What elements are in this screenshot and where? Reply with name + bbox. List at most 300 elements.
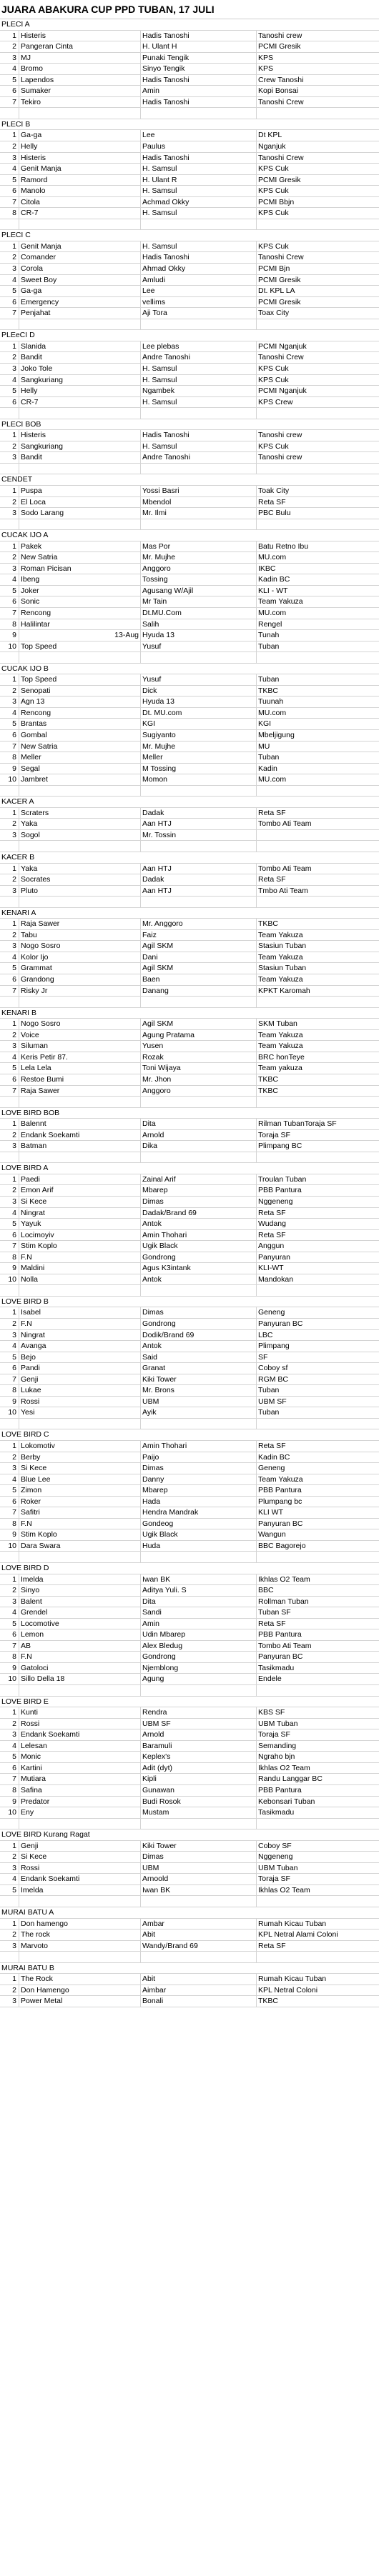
bird-name-cell: Power Metal bbox=[19, 1996, 141, 2007]
result-row bbox=[0, 241, 379, 253]
empty-cell bbox=[0, 1285, 19, 1296]
bird-name-cell: The rock bbox=[19, 1929, 141, 1940]
bird-name-cell: Top Speed bbox=[19, 641, 141, 652]
owner-cell: Yusen bbox=[141, 1041, 257, 1052]
category-title: KENARI A bbox=[1, 908, 36, 917]
owner-cell: Hadis Tanoshi bbox=[141, 75, 257, 86]
team-cell: UBM Tuban bbox=[258, 1719, 298, 1728]
bird-name-cell: El Loca bbox=[19, 497, 141, 508]
owner-cell: Anggoro bbox=[141, 1086, 257, 1097]
owner-cell: Dani bbox=[141, 952, 257, 963]
owner-cell: Mr. Jhon bbox=[141, 1074, 257, 1085]
rank-cell: 3 bbox=[0, 508, 19, 519]
rank-cell: 5 bbox=[0, 1752, 19, 1762]
result-row bbox=[0, 1852, 379, 1863]
spacer-row bbox=[0, 1685, 379, 1697]
empty-cell bbox=[0, 1952, 19, 1962]
result-row bbox=[0, 1663, 379, 1674]
bird-name-cell: Helly bbox=[19, 386, 141, 396]
team-cell: Randu Langgar BC bbox=[258, 1774, 323, 1784]
rank-cell: 6 bbox=[0, 1363, 19, 1374]
empty-cell bbox=[141, 1819, 257, 1829]
rank-cell: 3 bbox=[0, 53, 19, 64]
bird-name-cell: Emon Arif bbox=[19, 1185, 141, 1196]
team-cell: Team Yakuza bbox=[258, 597, 303, 606]
bird-name-cell: Predator bbox=[19, 1797, 141, 1807]
owner-cell: Dika bbox=[141, 1141, 257, 1152]
team-cell: PCMI Gresik bbox=[258, 297, 301, 306]
empty-cell bbox=[141, 652, 257, 663]
team-cell: PBB Pantura bbox=[258, 1785, 302, 1794]
owner-cell: Lee plebas bbox=[141, 341, 257, 352]
team-cell: Tuban bbox=[258, 1408, 280, 1417]
owner-cell: Keplex's bbox=[141, 1752, 257, 1762]
empty-cell bbox=[0, 1152, 19, 1163]
result-row bbox=[0, 1707, 379, 1719]
team-cell: KPS Cuk bbox=[258, 375, 289, 384]
bird-name-cell: The Rock bbox=[19, 1974, 141, 1985]
rank-cell: 1 bbox=[0, 1119, 19, 1129]
bird-name-cell: Emergency bbox=[19, 297, 141, 308]
rank-cell: 8 bbox=[0, 208, 19, 219]
owner-cell: Hyuda 13 bbox=[141, 697, 257, 707]
team-cell: Plimpang bbox=[258, 1342, 290, 1351]
category-header bbox=[0, 419, 379, 431]
category-header bbox=[0, 530, 379, 541]
result-row bbox=[0, 1197, 379, 1208]
bird-name-cell: Ga-ga bbox=[19, 286, 141, 296]
category-title: KENARI B bbox=[1, 1008, 37, 1017]
rank-cell: 3 bbox=[0, 1330, 19, 1341]
spacer-row bbox=[0, 897, 379, 908]
result-row bbox=[0, 564, 379, 575]
result-row bbox=[0, 208, 379, 219]
owner-cell: Agung bbox=[141, 1674, 257, 1684]
rank-cell: 9 bbox=[0, 1263, 19, 1274]
rank-cell: 1 bbox=[0, 1841, 19, 1852]
result-row bbox=[0, 1274, 379, 1286]
team-cell: Tanoshi Crew bbox=[258, 153, 304, 162]
result-row bbox=[0, 64, 379, 75]
category-header bbox=[0, 797, 379, 808]
rank-cell: 2 bbox=[0, 930, 19, 941]
result-row bbox=[0, 1307, 379, 1319]
team-cell: TKBC bbox=[258, 919, 279, 929]
rank-cell: 4 bbox=[0, 1474, 19, 1485]
team-cell: KLI WT bbox=[258, 1508, 284, 1517]
empty-cell bbox=[257, 319, 379, 330]
bird-name-cell: Ningrat bbox=[19, 1330, 141, 1341]
owner-cell: Aan HTJ bbox=[141, 864, 257, 874]
empty-cell bbox=[141, 1896, 257, 1907]
result-row bbox=[0, 1341, 379, 1352]
bird-name-cell: Ramord bbox=[19, 175, 141, 186]
bird-name-cell: Endank Soekamti bbox=[19, 1130, 141, 1141]
owner-cell: vellims bbox=[141, 297, 257, 308]
owner-cell: Gondrong bbox=[141, 1252, 257, 1263]
result-row bbox=[0, 352, 379, 364]
result-row bbox=[0, 31, 379, 42]
result-row bbox=[0, 808, 379, 819]
result-row bbox=[0, 864, 379, 875]
spacer-row bbox=[0, 1285, 379, 1297]
team-cell: Team Yakuza bbox=[258, 1474, 303, 1484]
rank-cell: 5 bbox=[0, 175, 19, 186]
result-row bbox=[0, 186, 379, 197]
bird-name-cell: Nogo Sosro bbox=[19, 941, 141, 952]
team-cell: Plimpang BC bbox=[258, 1142, 302, 1151]
result-row bbox=[0, 1597, 379, 1608]
team-cell: KLI - WT bbox=[258, 586, 288, 595]
bird-name-cell: Isabel bbox=[19, 1307, 141, 1318]
rank-cell: 3 bbox=[0, 564, 19, 574]
rank-cell: 8 bbox=[0, 1385, 19, 1396]
result-row bbox=[0, 1485, 379, 1497]
empty-cell bbox=[141, 1419, 257, 1429]
team-cell: MU.com bbox=[258, 708, 287, 717]
empty-cell bbox=[0, 1819, 19, 1829]
team-cell: Tombo Ati Team bbox=[258, 864, 312, 873]
bird-name-cell: Nolla bbox=[19, 1274, 141, 1285]
team-cell: Kebonsari Tuban bbox=[258, 1797, 315, 1806]
bird-name-cell: Lelesan bbox=[19, 1741, 141, 1752]
category-title: LOVE BIRD D bbox=[1, 1564, 49, 1573]
bird-name-cell: Kunti bbox=[19, 1707, 141, 1718]
rank-cell: 2 bbox=[0, 1929, 19, 1940]
owner-cell: Dimas bbox=[141, 1852, 257, 1862]
team-cell: Tuban bbox=[258, 753, 280, 762]
result-row bbox=[0, 1330, 379, 1342]
empty-cell bbox=[141, 997, 257, 1007]
rank-cell: 2 bbox=[0, 497, 19, 508]
rank-cell: 9 bbox=[0, 630, 19, 641]
rank-cell: 5 bbox=[0, 963, 19, 974]
result-row bbox=[0, 1174, 379, 1186]
team-cell: Tuban SF bbox=[258, 1608, 291, 1617]
owner-cell: Anggoro bbox=[141, 564, 257, 574]
rank-cell: 3 bbox=[0, 1141, 19, 1152]
category-header bbox=[0, 908, 379, 919]
empty-cell bbox=[19, 1152, 141, 1163]
owner-cell: UBM SF bbox=[141, 1719, 257, 1729]
empty-cell bbox=[0, 1552, 19, 1562]
team-cell: MU.com bbox=[258, 775, 287, 784]
result-row bbox=[0, 1652, 379, 1663]
result-row bbox=[0, 1407, 379, 1419]
rank-cell: 5 bbox=[0, 586, 19, 596]
bird-name-cell: Stim Koplo bbox=[19, 1529, 141, 1540]
rank-cell: 3 bbox=[0, 452, 19, 463]
spacer-row bbox=[0, 108, 379, 119]
empty-cell bbox=[257, 997, 379, 1007]
category-header bbox=[0, 852, 379, 864]
result-row bbox=[0, 919, 379, 930]
owner-cell: Abit bbox=[141, 1929, 257, 1940]
empty-cell bbox=[141, 841, 257, 852]
owner-cell: Andre Tanoshi bbox=[141, 452, 257, 463]
team-cell: KPS Cuk bbox=[258, 164, 289, 174]
bird-name-cell: Si Kece bbox=[19, 1197, 141, 1207]
result-row bbox=[0, 1863, 379, 1874]
owner-cell: Bonali bbox=[141, 1996, 257, 2007]
rank-cell: 6 bbox=[0, 1230, 19, 1241]
spacer-row bbox=[0, 219, 379, 231]
result-row bbox=[0, 252, 379, 264]
bird-name-cell: Endank Soekamti bbox=[19, 1874, 141, 1884]
bird-name-cell: Senopati bbox=[19, 686, 141, 697]
bird-name-cell: Siluman bbox=[19, 1041, 141, 1052]
empty-cell bbox=[141, 408, 257, 419]
rank-cell: 4 bbox=[0, 708, 19, 719]
result-row bbox=[0, 1030, 379, 1042]
bird-name-cell: Socrates bbox=[19, 874, 141, 885]
rank-cell: 3 bbox=[0, 941, 19, 952]
team-cell: MU bbox=[258, 742, 270, 751]
rank-cell: 10 bbox=[0, 1407, 19, 1418]
category-title: PLEeCI D bbox=[1, 331, 35, 340]
rank-cell: 7 bbox=[0, 97, 19, 108]
empty-cell bbox=[19, 997, 141, 1007]
owner-cell: Rozak bbox=[141, 1052, 257, 1063]
team-cell: KPS Cuk bbox=[258, 209, 289, 218]
rank-cell: 6 bbox=[0, 1763, 19, 1774]
owner-cell: Sandi bbox=[141, 1607, 257, 1618]
team-cell: PCMI Nganjuk bbox=[258, 341, 307, 351]
team-cell: Reta SF bbox=[258, 497, 286, 506]
empty-cell bbox=[19, 1097, 141, 1107]
owner-cell: KGI bbox=[141, 719, 257, 729]
team-cell: Toax City bbox=[258, 309, 290, 318]
result-row bbox=[0, 1874, 379, 1885]
bird-name-cell: Citola bbox=[19, 197, 141, 208]
owner-cell: Danny bbox=[141, 1474, 257, 1485]
result-row bbox=[0, 1541, 379, 1552]
result-row bbox=[0, 153, 379, 164]
bird-name-cell: Lemon bbox=[19, 1629, 141, 1640]
team-cell: Rilman TubanToraja SF bbox=[258, 1119, 337, 1129]
owner-cell: Hadis Tanoshi bbox=[141, 97, 257, 108]
rank-cell: 7 bbox=[0, 308, 19, 319]
owner-cell: Gondrong bbox=[141, 1652, 257, 1662]
rank-cell: 4 bbox=[0, 1741, 19, 1752]
result-row bbox=[0, 886, 379, 897]
team-cell: PCMI Bjn bbox=[258, 264, 290, 274]
rank-cell: 4 bbox=[0, 952, 19, 963]
rank-cell: 9 bbox=[0, 764, 19, 774]
result-row bbox=[0, 1041, 379, 1052]
empty-cell bbox=[0, 519, 19, 530]
team-cell bbox=[257, 830, 379, 841]
owner-cell: Iwan BK bbox=[141, 1574, 257, 1585]
result-row bbox=[0, 308, 379, 319]
team-cell: Kadin BC bbox=[258, 575, 290, 584]
empty-cell bbox=[19, 408, 141, 419]
rank-cell: 8 bbox=[0, 752, 19, 763]
result-row bbox=[0, 1185, 379, 1197]
owner-cell: Hendra Mandrak bbox=[141, 1507, 257, 1518]
result-row bbox=[0, 974, 379, 986]
owner-cell: Baen bbox=[141, 974, 257, 985]
team-cell: Reta SF bbox=[258, 1208, 286, 1217]
owner-cell: Agil SKM bbox=[141, 1019, 257, 1029]
bird-name-cell: F.N bbox=[19, 1319, 141, 1329]
team-cell: Toak City bbox=[258, 486, 290, 495]
result-row bbox=[0, 508, 379, 519]
rank-cell: 3 bbox=[0, 364, 19, 374]
team-cell: Anggun bbox=[258, 1242, 285, 1251]
rank-cell: 10 bbox=[0, 1274, 19, 1285]
rank-cell: 3 bbox=[0, 1941, 19, 1952]
rank-cell: 3 bbox=[0, 697, 19, 707]
owner-cell: Dadak/Brand 69 bbox=[141, 1208, 257, 1219]
owner-cell: Dadak bbox=[141, 874, 257, 885]
owner-cell: H. Samsul bbox=[141, 241, 257, 252]
bird-name-cell: Dara Swara bbox=[19, 1541, 141, 1552]
owner-cell: Abit bbox=[141, 1974, 257, 1985]
owner-cell: Mr. Ilmi bbox=[141, 508, 257, 519]
rank-cell: 2 bbox=[0, 1130, 19, 1141]
rank-cell: 6 bbox=[0, 596, 19, 607]
owner-cell: Yossi Basri bbox=[141, 486, 257, 496]
bird-name-cell: Joko Tole bbox=[19, 364, 141, 374]
result-row bbox=[0, 1996, 379, 2007]
rank-cell: 7 bbox=[0, 1774, 19, 1784]
owner-cell: Mas Por bbox=[141, 541, 257, 552]
bird-name-cell: Bejo bbox=[19, 1352, 141, 1363]
rank-cell: 8 bbox=[0, 619, 19, 630]
owner-cell: Mr. Tossin bbox=[141, 830, 257, 841]
bird-name-cell: Raja Sawer bbox=[19, 919, 141, 929]
rank-cell: 7 bbox=[0, 742, 19, 752]
result-row bbox=[0, 1363, 379, 1374]
result-row bbox=[0, 619, 379, 631]
empty-cell bbox=[19, 319, 141, 330]
bird-name-cell: Jambret bbox=[19, 774, 141, 785]
team-cell: KPL Netral Coloni bbox=[258, 1985, 318, 1995]
result-row bbox=[0, 874, 379, 886]
team-cell: Panyuran BC bbox=[258, 1519, 303, 1528]
bird-name-cell: Rossi bbox=[19, 1863, 141, 1874]
bird-name-cell: Genit Manja bbox=[19, 241, 141, 252]
owner-cell: Dt. MU.com bbox=[141, 708, 257, 719]
owner-cell: Dodik/Brand 69 bbox=[141, 1330, 257, 1341]
empty-cell bbox=[141, 464, 257, 474]
owner-cell: Hadis Tanoshi bbox=[141, 153, 257, 164]
bird-name-cell: Pluto bbox=[19, 886, 141, 897]
bird-name-cell: Genji bbox=[19, 1841, 141, 1852]
result-row bbox=[0, 1208, 379, 1219]
bird-name-cell: Puspa bbox=[19, 486, 141, 496]
team-cell: Reta SF bbox=[258, 808, 286, 817]
result-row bbox=[0, 1441, 379, 1452]
rank-cell: 4 bbox=[0, 574, 19, 585]
category-header bbox=[0, 474, 379, 486]
team-cell: KPS bbox=[258, 53, 274, 62]
owner-cell: Baramuli bbox=[141, 1741, 257, 1752]
empty-cell bbox=[141, 1685, 257, 1696]
bird-name-cell: Rossi bbox=[19, 1719, 141, 1729]
empty-cell bbox=[0, 408, 19, 419]
result-row bbox=[0, 341, 379, 353]
bird-name-cell: Paedi bbox=[19, 1174, 141, 1185]
rank-cell: 2 bbox=[0, 1030, 19, 1041]
rank-cell: 2 bbox=[0, 1585, 19, 1596]
category-header bbox=[0, 1697, 379, 1708]
result-row bbox=[0, 1241, 379, 1252]
empty-cell bbox=[141, 319, 257, 330]
team-cell: TKBC bbox=[258, 1086, 279, 1095]
result-row bbox=[0, 708, 379, 719]
owner-cell: Dimas bbox=[141, 1197, 257, 1207]
empty-cell bbox=[0, 219, 19, 230]
team-cell: Ikhlas O2 Team bbox=[258, 1885, 310, 1894]
rank-cell: 1 bbox=[0, 341, 19, 352]
result-row bbox=[0, 1807, 379, 1819]
team-cell: Stasiun Tuban bbox=[258, 942, 307, 951]
bird-name-cell: Sodo Larang bbox=[19, 508, 141, 519]
team-cell: Reta SF bbox=[258, 1941, 286, 1950]
result-row bbox=[0, 1130, 379, 1142]
result-row bbox=[0, 1641, 379, 1652]
rank-cell: 7 bbox=[0, 1641, 19, 1652]
team-cell: Kopi Bonsai bbox=[258, 86, 299, 96]
empty-cell bbox=[19, 1952, 141, 1962]
bird-name-cell: Blue Lee bbox=[19, 1474, 141, 1485]
team-cell: Ngraho bjn bbox=[258, 1752, 295, 1762]
owner-cell: Hada bbox=[141, 1497, 257, 1507]
team-cell: KLI-WT bbox=[258, 1264, 284, 1273]
owner-cell: M Tossing bbox=[141, 764, 257, 774]
result-row bbox=[0, 75, 379, 86]
bird-name-cell: Si Kece bbox=[19, 1852, 141, 1862]
bird-name-cell: Meller bbox=[19, 752, 141, 763]
team-cell: Geneng bbox=[258, 1464, 285, 1473]
empty-cell bbox=[19, 1552, 141, 1562]
bird-name-cell: CR-7 bbox=[19, 397, 141, 408]
bird-name-cell: Slanida bbox=[19, 341, 141, 352]
result-row bbox=[0, 1252, 379, 1264]
team-cell: Tuban bbox=[258, 675, 280, 684]
bird-name-cell: Safina bbox=[19, 1785, 141, 1796]
spacer-row bbox=[0, 1097, 379, 1108]
team-cell: Team Yakuza bbox=[258, 1030, 303, 1039]
team-cell: Toraja SF bbox=[258, 1874, 290, 1884]
result-row bbox=[0, 697, 379, 708]
team-cell: Team Yakuza bbox=[258, 930, 303, 939]
bird-name-cell: F.N bbox=[19, 1519, 141, 1529]
bird-name-cell: Sinyo bbox=[19, 1585, 141, 1596]
owner-cell: Aan HTJ bbox=[141, 886, 257, 897]
empty-cell bbox=[19, 652, 141, 663]
result-row bbox=[0, 1607, 379, 1619]
team-cell: Tanoshi Crew bbox=[258, 353, 304, 362]
bird-name-cell: Si Kece bbox=[19, 1463, 141, 1474]
empty-cell bbox=[257, 1552, 379, 1562]
result-row bbox=[0, 375, 379, 386]
bird-name-cell: New Satria bbox=[19, 552, 141, 563]
bird-name-cell: Balent bbox=[19, 1597, 141, 1607]
bird-name-cell: Sonic bbox=[19, 596, 141, 607]
empty-cell bbox=[0, 897, 19, 907]
result-row bbox=[0, 441, 379, 453]
bird-name-cell: Locomotive bbox=[19, 1619, 141, 1629]
rank-cell: 2 bbox=[0, 1719, 19, 1729]
rank-cell: 10 bbox=[0, 1807, 19, 1818]
rank-cell: 2 bbox=[0, 352, 19, 363]
team-cell: TKBC bbox=[258, 686, 279, 695]
team-cell: Tuban bbox=[258, 1386, 280, 1395]
bird-name-cell: Sangkuriang bbox=[19, 441, 141, 452]
